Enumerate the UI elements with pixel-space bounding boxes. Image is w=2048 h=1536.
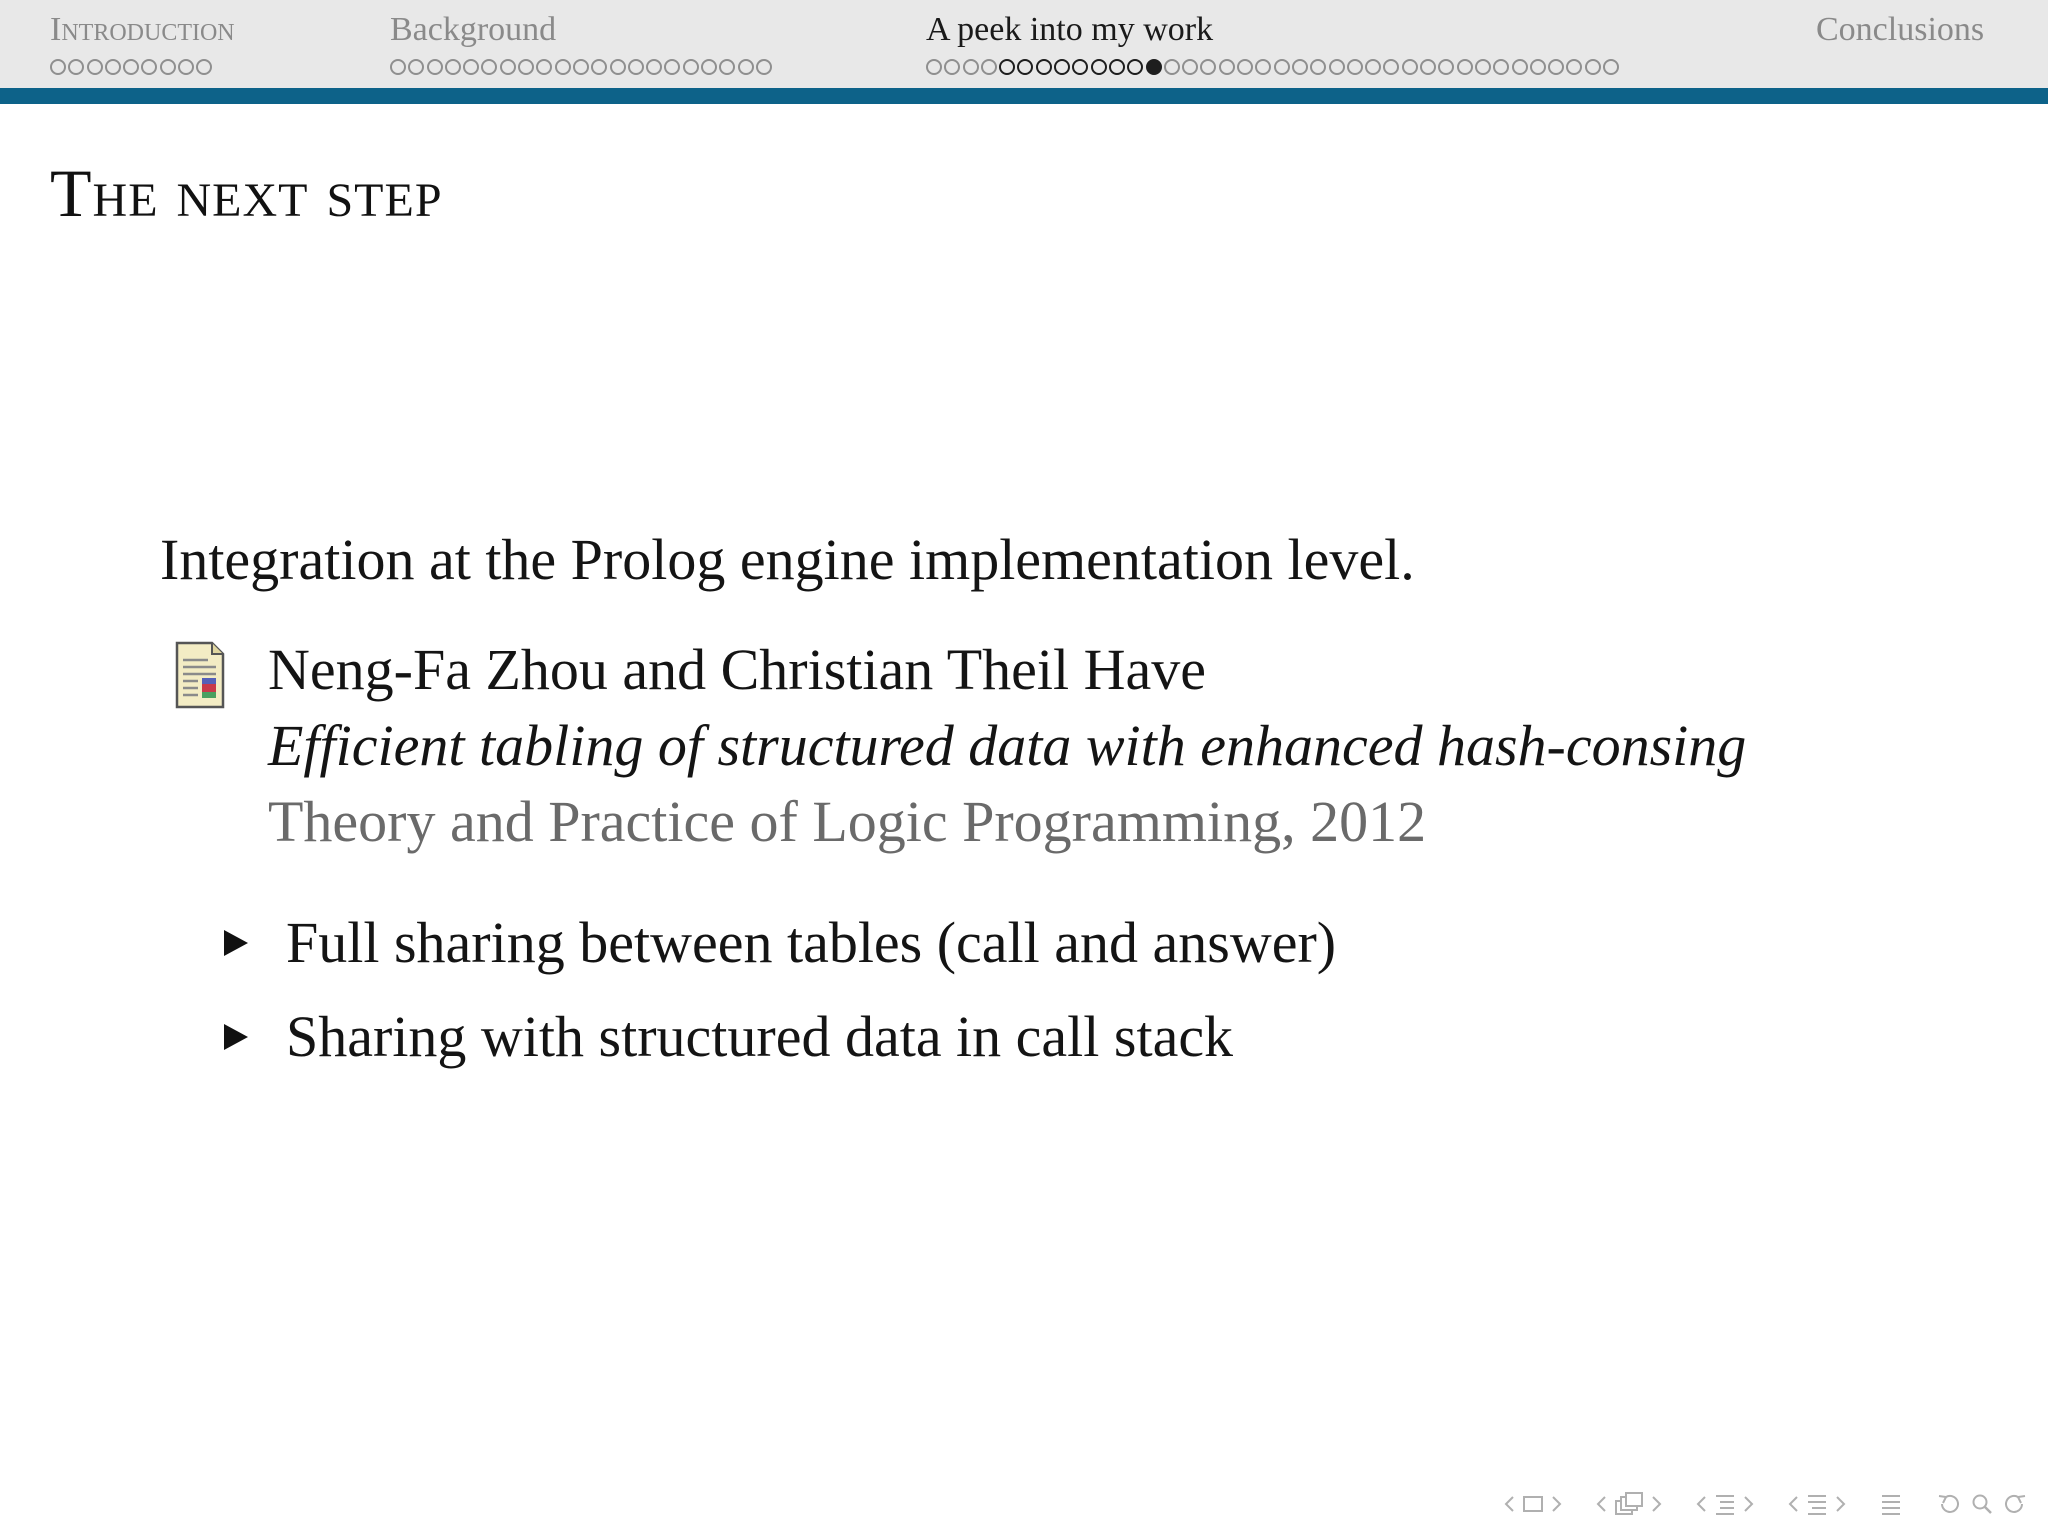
- frame-dot[interactable]: [1072, 59, 1088, 75]
- frame-dot[interactable]: [926, 59, 942, 75]
- frame-dot[interactable]: [963, 59, 979, 75]
- frame-dot[interactable]: [463, 59, 479, 75]
- frame-dot[interactable]: [1164, 59, 1180, 75]
- reference-title: Efficient tabling of structured data with enhanced hash-consing: [268, 713, 1747, 778]
- frame-dot[interactable]: [390, 59, 406, 75]
- frame-dot[interactable]: [1603, 59, 1619, 75]
- frame-dot[interactable]: [573, 59, 589, 75]
- frame-dot[interactable]: [1365, 59, 1381, 75]
- next-frame-arrow-icon[interactable]: [1652, 1490, 1662, 1518]
- frame-dot[interactable]: [1274, 59, 1290, 75]
- frame-dot[interactable]: [500, 59, 516, 75]
- frame-dot[interactable]: [1402, 59, 1418, 75]
- frame-dot[interactable]: [1054, 59, 1070, 75]
- nav-section-conclusions[interactable]: [1816, 8, 1984, 52]
- document-outline-icon[interactable]: [1880, 1490, 1902, 1518]
- nav-section-title[interactable]: Conclusions: [1816, 11, 1985, 48]
- frame-dot[interactable]: [427, 59, 443, 75]
- frame-dot[interactable]: [738, 59, 754, 75]
- frame-dot[interactable]: [518, 59, 534, 75]
- frame-dot[interactable]: [1292, 59, 1308, 75]
- frame-dot[interactable]: [105, 59, 121, 75]
- section-navigation-bar: [0, 0, 2048, 88]
- frame-dot[interactable]: [1548, 59, 1564, 75]
- nav-frame-dots: [50, 56, 235, 78]
- frame-dot[interactable]: [701, 59, 717, 75]
- frame-dot[interactable]: [445, 59, 461, 75]
- bullet-text: Sharing with structured data in call stack: [286, 1004, 1234, 1069]
- nav-section-title[interactable]: A peek into my work: [926, 11, 1214, 48]
- frame-dot[interactable]: [196, 59, 212, 75]
- frame-dot[interactable]: [555, 59, 571, 75]
- frame-dot[interactable]: [1109, 59, 1125, 75]
- frame-dot[interactable]: [1127, 59, 1143, 75]
- frame-dot[interactable]: [1438, 59, 1454, 75]
- previous-slide-arrow-icon[interactable]: [1504, 1490, 1514, 1518]
- article-icon: [174, 640, 226, 710]
- frame-dot[interactable]: [178, 59, 194, 75]
- list-item: [220, 990, 1336, 1084]
- frame-title: The next step: [50, 155, 443, 231]
- nav-frame-dots: [926, 56, 1619, 78]
- frame-dot[interactable]: [408, 59, 424, 75]
- frame-dot[interactable]: [1585, 59, 1601, 75]
- header-rule: [0, 88, 2048, 104]
- frame-dot[interactable]: [50, 59, 66, 75]
- previous-frame-arrow-icon[interactable]: [1596, 1490, 1606, 1518]
- nav-section-introduction[interactable]: [50, 8, 235, 78]
- reference-venue: Theory and Practice of Logic Programming, 2012: [268, 789, 1427, 854]
- frame-dot[interactable]: [1347, 59, 1363, 75]
- frame-dot[interactable]: [1091, 59, 1107, 75]
- frame-dot[interactable]: [123, 59, 139, 75]
- frame-dot[interactable]: [999, 59, 1015, 75]
- frame-dot[interactable]: [1475, 59, 1491, 75]
- frame-dot[interactable]: [1420, 59, 1436, 75]
- frame-dot[interactable]: [1036, 59, 1052, 75]
- intro-text: Integration at the Prolog engine implementation level.: [160, 527, 1415, 592]
- frame-dot[interactable]: [1457, 59, 1473, 75]
- frame-dot[interactable]: [628, 59, 644, 75]
- frame-dot[interactable]: [1255, 59, 1271, 75]
- reference-authors: Neng-Fa Zhou and Christian Theil Have: [268, 637, 1206, 702]
- previous-section-arrow-icon[interactable]: [1788, 1490, 1798, 1518]
- bullet-text: Full sharing between tables (call and answer): [286, 910, 1337, 975]
- frame-dot[interactable]: [481, 59, 497, 75]
- subsection-icon[interactable]: [1714, 1490, 1736, 1518]
- frame-dot[interactable]: [1329, 59, 1345, 75]
- frame-dot[interactable]: [141, 59, 157, 75]
- previous-subsection-arrow-icon[interactable]: [1696, 1490, 1706, 1518]
- frame-dot[interactable]: [719, 59, 735, 75]
- bibliography-text: [268, 632, 1746, 860]
- nav-frame-dots: [390, 56, 772, 78]
- next-section-arrow-icon[interactable]: [1836, 1490, 1846, 1518]
- list-item: [220, 896, 1336, 990]
- frame-dot[interactable]: [1566, 59, 1582, 75]
- frame-dot[interactable]: [160, 59, 176, 75]
- nav-section-title[interactable]: Background: [390, 11, 557, 48]
- undo-icon[interactable]: [1936, 1490, 1962, 1518]
- frame-dot[interactable]: [1310, 59, 1326, 75]
- frame-dot[interactable]: [1512, 59, 1528, 75]
- frame-dot[interactable]: [664, 59, 680, 75]
- frame-dot[interactable]: [1219, 59, 1235, 75]
- frame-dot[interactable]: [87, 59, 103, 75]
- frame-dot[interactable]: [1383, 59, 1399, 75]
- slide-icon[interactable]: [1522, 1490, 1544, 1518]
- frame-dot[interactable]: [1200, 59, 1216, 75]
- triangle-bullet-icon: [224, 1024, 248, 1050]
- current-frame-dot[interactable]: [1146, 59, 1162, 75]
- frame-icon[interactable]: [1614, 1490, 1644, 1518]
- nav-section-peek-into-my-work[interactable]: [926, 8, 1619, 78]
- frame-dot[interactable]: [1182, 59, 1198, 75]
- frame-dot[interactable]: [1493, 59, 1509, 75]
- frame-dot[interactable]: [944, 59, 960, 75]
- beamer-navigation-controls: [1504, 1488, 2028, 1520]
- frame-dot[interactable]: [68, 59, 84, 75]
- redo-icon[interactable]: [2002, 1490, 2028, 1518]
- frame-dot[interactable]: [591, 59, 607, 75]
- frame-dot[interactable]: [1017, 59, 1033, 75]
- frame-dot[interactable]: [646, 59, 662, 75]
- frame-dot[interactable]: [981, 59, 997, 75]
- frame-dot[interactable]: [683, 59, 699, 75]
- nav-section-background[interactable]: [390, 8, 772, 78]
- search-icon[interactable]: [1970, 1490, 1994, 1518]
- section-icon[interactable]: [1806, 1490, 1828, 1518]
- next-subsection-arrow-icon[interactable]: [1744, 1490, 1754, 1518]
- frame-dot[interactable]: [1530, 59, 1546, 75]
- frame-dot[interactable]: [536, 59, 552, 75]
- frame-dot[interactable]: [1237, 59, 1253, 75]
- frame-dot[interactable]: [610, 59, 626, 75]
- next-slide-arrow-icon[interactable]: [1552, 1490, 1562, 1518]
- triangle-bullet-icon: [224, 930, 248, 956]
- frame-dot[interactable]: [756, 59, 772, 75]
- bullet-list: [220, 896, 1336, 1084]
- nav-section-title[interactable]: Introduction: [50, 11, 235, 48]
